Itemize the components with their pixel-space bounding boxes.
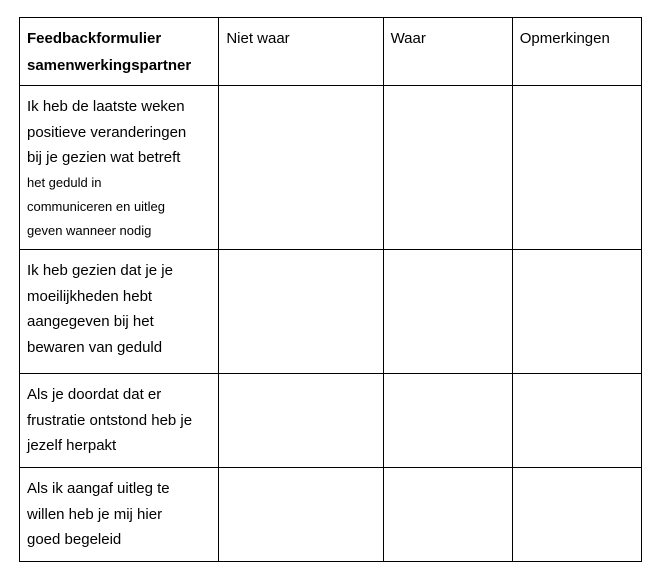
opmerkingen-cell[interactable] bbox=[512, 374, 641, 468]
feedback-table bbox=[19, 17, 642, 562]
statement-cell bbox=[20, 374, 219, 468]
statement-line: positieve veranderingen bbox=[27, 123, 187, 141]
statement-line: bewaren van geduld bbox=[27, 338, 163, 356]
table-row bbox=[20, 374, 642, 468]
table-row bbox=[20, 86, 642, 250]
statement-line: willen heb je mij hier bbox=[27, 505, 163, 523]
statement-line: geven wanneer nodig bbox=[27, 222, 152, 238]
header-niet-waar-cell bbox=[219, 18, 383, 86]
statement-cell bbox=[20, 86, 219, 250]
table-row bbox=[20, 250, 642, 374]
statement-cell bbox=[20, 468, 219, 562]
opmerkingen-cell[interactable] bbox=[512, 468, 641, 562]
niet-waar-answer-cell[interactable] bbox=[219, 374, 383, 468]
column-header-niet-waar: Niet waar bbox=[226, 30, 290, 47]
statement-line: Als je doordat dat er bbox=[27, 386, 162, 403]
statement-line: moeilijkheden hebt bbox=[27, 287, 153, 305]
waar-answer-cell[interactable] bbox=[383, 374, 512, 468]
opmerkingen-cell[interactable] bbox=[512, 250, 641, 374]
statement-line: Als ik aangaf uitleg te bbox=[27, 480, 170, 497]
statement-line: communiceren en uitleg bbox=[27, 198, 166, 214]
column-header-opmerkingen: Opmerkingen bbox=[519, 30, 610, 47]
header-opmerkingen-cell bbox=[512, 18, 641, 86]
header-title-cell bbox=[20, 18, 219, 86]
niet-waar-answer-cell[interactable] bbox=[219, 250, 383, 374]
statement-line: goed begeleid bbox=[27, 531, 122, 548]
statement-line: het geduld in bbox=[27, 174, 102, 190]
niet-waar-answer-cell[interactable] bbox=[219, 468, 383, 562]
form-title-line-1: Feedbackformulier bbox=[27, 30, 162, 47]
statement-cell bbox=[20, 250, 219, 374]
statement-line: frustratie ontstond heb je bbox=[27, 411, 193, 429]
waar-answer-cell[interactable] bbox=[383, 250, 512, 374]
table-row bbox=[20, 468, 642, 562]
waar-answer-cell[interactable] bbox=[383, 86, 512, 250]
niet-waar-answer-cell[interactable] bbox=[219, 86, 383, 250]
header-row bbox=[20, 18, 642, 86]
statement-line: Ik heb gezien dat je je bbox=[27, 262, 173, 279]
form-title-line-2: samenwerkingspartner bbox=[27, 57, 192, 74]
column-header-waar: Waar bbox=[390, 30, 426, 47]
waar-answer-cell[interactable] bbox=[383, 468, 512, 562]
opmerkingen-cell[interactable] bbox=[512, 86, 641, 250]
header-waar-cell bbox=[383, 18, 512, 86]
statement-line: aangegeven bij het bbox=[27, 313, 154, 330]
statement-line: jezelf herpakt bbox=[27, 437, 117, 454]
statement-line: Ik heb de laatste weken bbox=[27, 98, 185, 115]
statement-line: bij je gezien wat betreft bbox=[27, 149, 181, 166]
